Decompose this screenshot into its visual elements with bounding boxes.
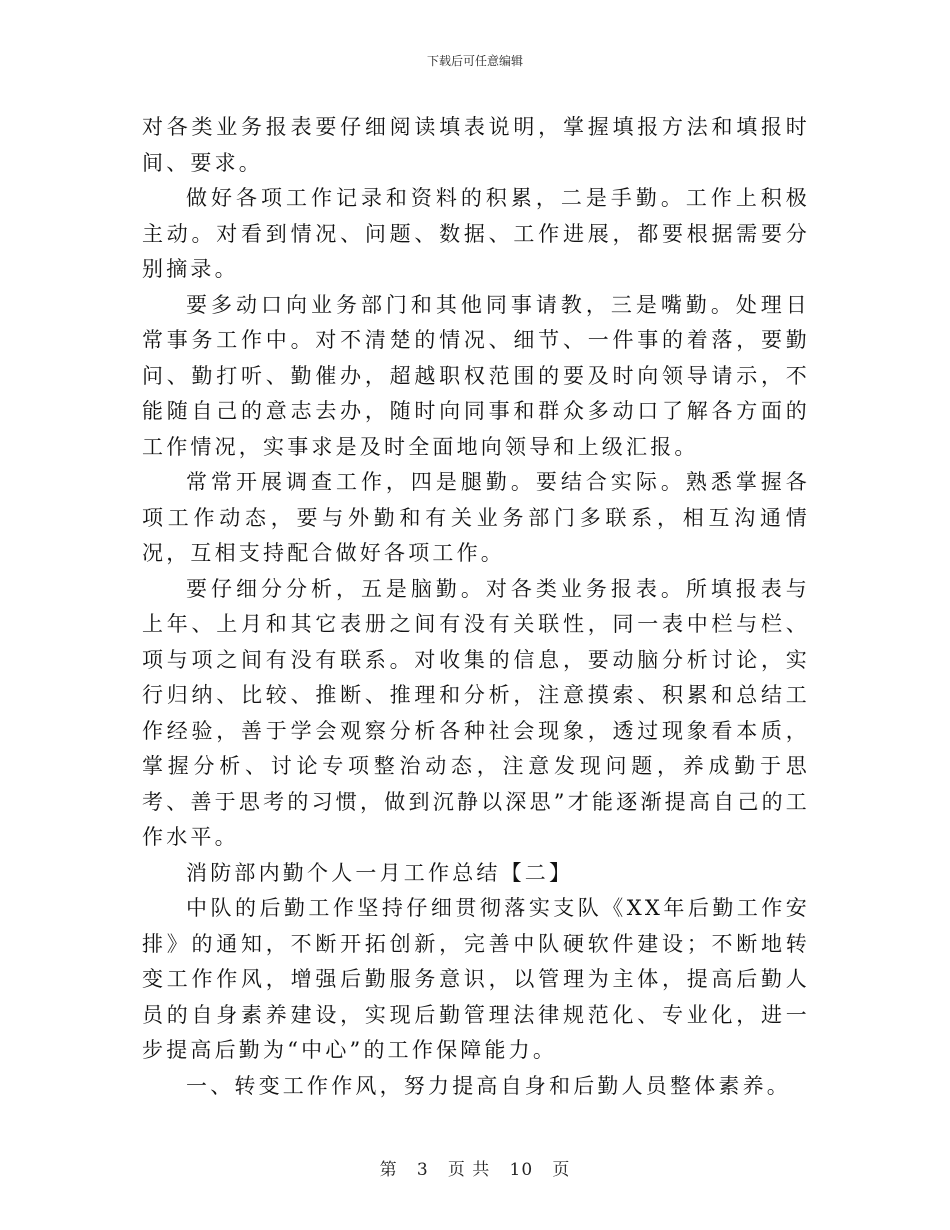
total-pages-number: 10 (509, 1160, 534, 1180)
document-body (142, 110, 810, 1104)
paragraph-3: 要多动口向业务部门和其他同事请教，三是嘴勤。处理日常事务工作中。对不清楚的情况、细节、一件事的着落，要勤问、勤打听、勤催办，超越职权范围的要及时向领导请示，不能随自己的意志去办，随时向同事和群众多动口了解各方面的工作情况，实事求是及时全面地向领导和上级汇报。 (142, 292, 810, 459)
footer-prefix: 第 (379, 1160, 398, 1180)
paragraph-4: 常常开展调查工作，四是腿勤。要结合实际。熟悉掌握各项工作动态，要与外勤和有关业务部门多联系，相互沟通情况，互相支持配合做好各项工作。 (142, 470, 810, 565)
footer-middle: 页 共 (447, 1160, 491, 1180)
paragraph-5: 要仔细分分析，五是脑勤。对各类业务报表。所填报表与上年、上月和其它表册之间有没有关联性，同一表中栏与栏、项与项之间有没有联系。对收集的信息，要动脑分析讨论，实行归纳、比较、推断、推理和分析，注意摸索、积累和总结工作经验，善于学会观察分析各种社会现象，透过现象看本质，掌握分析、讨论专项整治动态，注意发现问题，养成勤于思考、善于思考的习惯，做到沉静以深思”才能逐渐提高自己的工作水平。 (142, 576, 810, 849)
page-footer (0, 1155, 950, 1180)
paragraph-2: 做好各项工作记录和资料的积累，二是手勤。工作上积极主动。对看到情况、问题、数据、工作进展，都要根据需要分别摘录。 (142, 186, 810, 281)
paragraph-1: 对各类业务报表要仔细阅读填表说明，掌握填报方法和填报时间、要求。 (142, 115, 810, 175)
section-title: 消防部内勤个人一月工作总结【二】 (186, 860, 574, 885)
current-page-number: 3 (416, 1160, 429, 1180)
page-header: 下载后可任意编辑 (426, 54, 523, 68)
paragraph-6: 中队的后勤工作坚持仔细贯彻落实支队《XX年后勤工作安排》的通知，不断开拓创新，完善中队硬软件建设；不断地转变工作作风，增强后勤服务意识，以管理为主体，提高后勤人员的自身素养建设，实现后勤管理法律规范化、专业化，进一步提高后勤为“中心”的工作保障能力。 (142, 896, 810, 1062)
footer-suffix: 页 (552, 1160, 571, 1180)
paragraph-7: 一、转变工作作风，努力提高自身和后勤人员整体素养。 (186, 1073, 791, 1098)
